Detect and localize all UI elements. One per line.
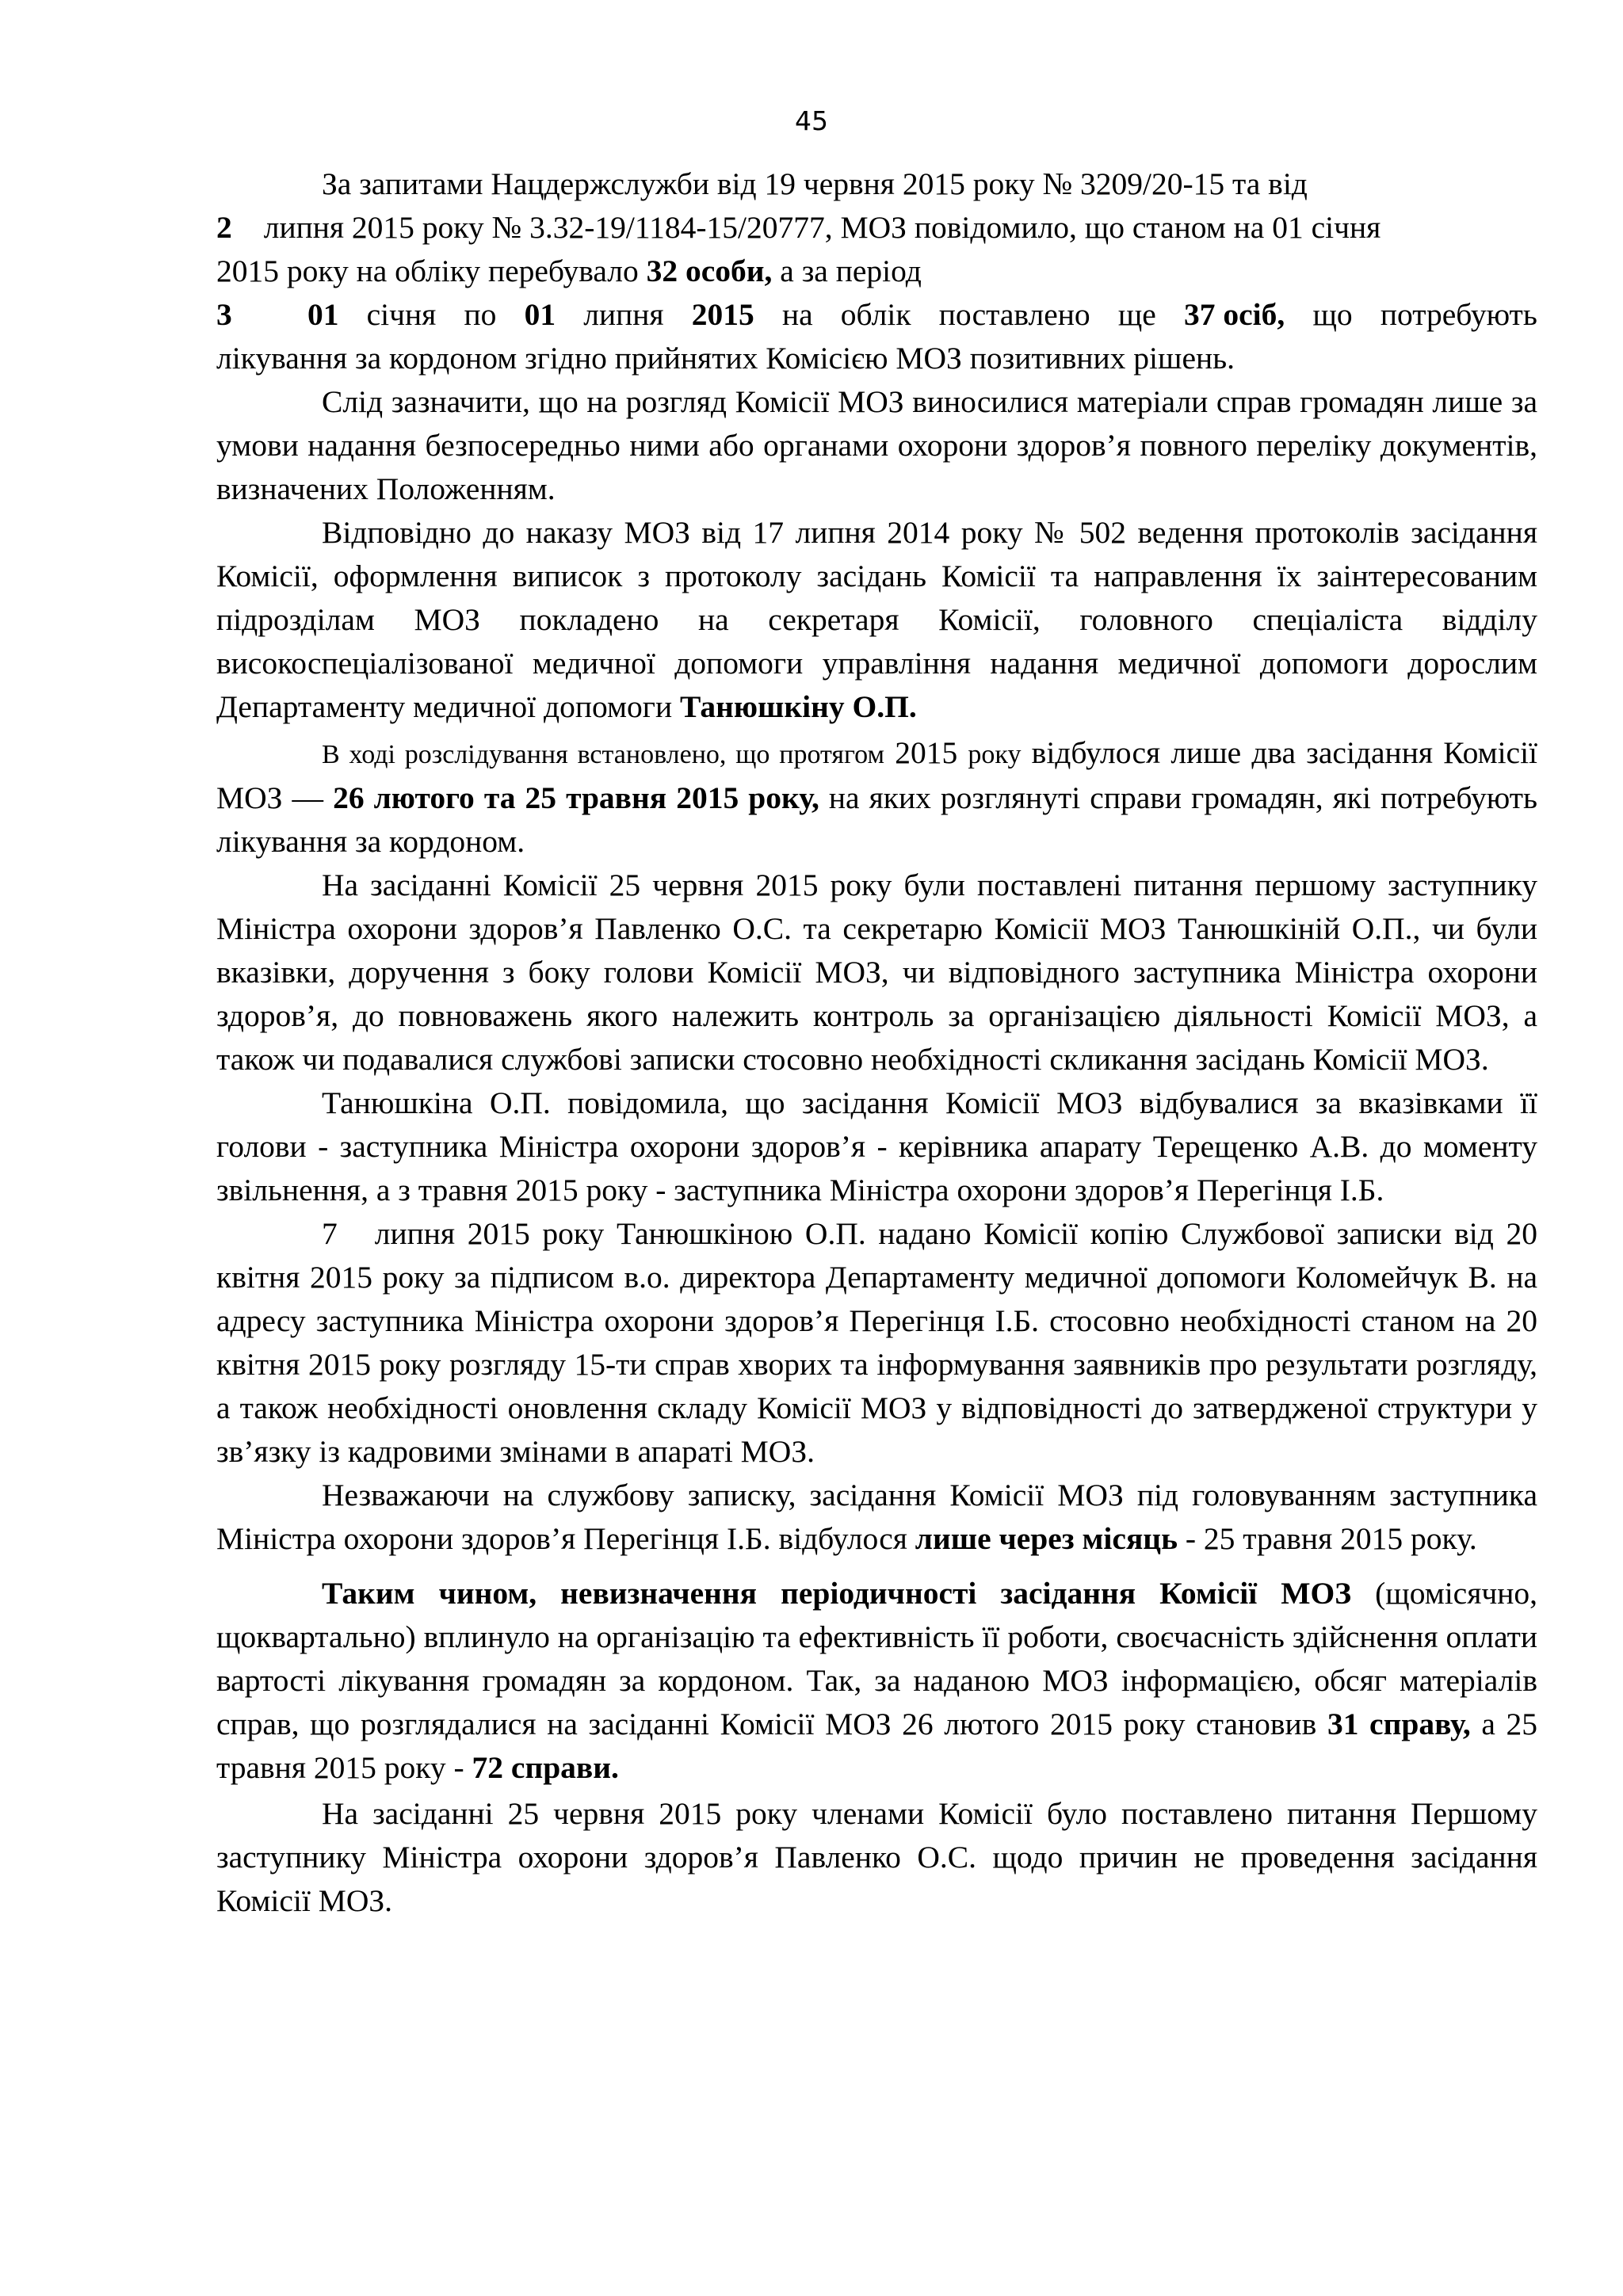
p1-line-4-w8: поставлено xyxy=(938,297,1090,332)
p1-line-5: лікування за кордоном згідно прийнятих Комісією МОЗ позитивних рішень. xyxy=(216,341,1235,376)
p3-text: Відповідно до наказу МОЗ від 17 липня 2014 року № 502 ведення протоколів засідання Комісії, оформлення виписок з протоколу засідань Комісії та направлення їх заінтересованим підрозділам МОЗ покладено на секретаря Комісії, головного спеціаліста відділу високоспеціалізованої медичної допомоги управління надання медичної допомоги дорослим Департаменту медичної допомоги xyxy=(216,515,1537,724)
p1-line-3-c: а за період xyxy=(780,254,922,288)
p4-text-end: на яких розглянуті справи громадян, які потребують лікування за кордоном. xyxy=(216,780,1538,859)
p8-bold: лише через місяць xyxy=(915,1521,1178,1556)
p1-line-4-w4: липня xyxy=(583,297,664,332)
p1-line-4-w0: 01 xyxy=(307,297,339,332)
p4-bold-dates: 26 лютого та 25 травня 2015 року, xyxy=(333,780,819,815)
p9-bold-count-1: 31 справу, xyxy=(1327,1707,1471,1741)
p1-line-2-text: липня 2015 року № 3.32-19/1184-15/20777, МОЗ повідомило, що станом на 01 січня xyxy=(263,210,1381,245)
paragraph-5: На засіданні Комісії 25 червня 2015 року були поставлені питання першому заступнику Міністра охорони здоров’я Павленко О.С. та секретарю Комісії МОЗ Танюшкіній О.П., чи були вказівки, доручення з боку голови Комісії МОЗ, чи відповідного заступника Міністра охорони здоров’я, до повноважень якого належить контроль за організацією діяльності Комісії МОЗ, а також чи подавалися службові записки стосовно необхідності скликання засідань Комісії МОЗ. xyxy=(216,868,1537,1077)
p1-line-4-w2: по xyxy=(464,297,497,332)
paragraph-7: 7 липня 2015 року Танюшкіною О.П. надано Комісії копію Службової записки від 20 квітня 2015 року за підписом в.о. директора Департаменту медичної допомоги Коломейчук В. на адресу заступника Міністра охорони здоров’я Перегінця І.Б. стосовно необхідності станом на 20 квітня 2015 року розгляду 15-ти справ хворих та інформування заявників про результати розгляду, а також необхідності оновлення складу Комісії МОЗ у відповідності до затвердженої структури у зв’язку із кадровими змінами в апараті МОЗ. xyxy=(216,1216,1545,1469)
p1-line-4-w10: 37 осіб, xyxy=(1184,297,1285,332)
paragraph-3 xyxy=(216,511,1537,729)
p9-text: (щомісячно, щоквартально) вплинуло на організацію та ефективність її роботи, своєчасність здійснення оплати вартості лікування громадян за кордоном. Так, за наданою МОЗ інформацією, обсяг матеріалів справ, що розглядалися на засіданні Комісії МОЗ 26 лютого 2015 року становив xyxy=(216,1576,1537,1741)
paragraph-2: Слід зазначити, що на розгляд Комісії МОЗ виносилися матеріали справ громадян лише за умови надання безпосередньо ними або органами охорони здоров’я повного переліку документів, визначених Положенням. xyxy=(216,384,1537,506)
p4-small-text-2: року xyxy=(968,740,1022,769)
p4-text: відбулося лише два засідання Комісії МОЗ — xyxy=(216,735,1538,815)
p9-text-2: а 25 травня 2015 року - xyxy=(216,1707,1537,1785)
document-body xyxy=(216,162,1545,1923)
p1-line-3 xyxy=(216,250,1537,293)
paragraph-8 xyxy=(216,1474,1537,1561)
p1-line-4-num: 3 xyxy=(216,297,232,332)
p1-line-4-w6: на xyxy=(781,297,813,332)
p1-line-4-w7: облік xyxy=(840,297,911,332)
p3-bold-name: Танюшкіну О.П. xyxy=(679,689,917,724)
p1-line-4-w3: 01 xyxy=(524,297,556,332)
p1-line-3-bold: 32 особи, xyxy=(646,254,773,288)
p1-line-2-num: 2 xyxy=(216,210,232,245)
p1-line-4-w5: 2015 xyxy=(691,297,754,332)
p1-line-1: За запитами Нацдержслужби від 19 червня 2015 року № 3209/20-15 та від xyxy=(322,166,1308,201)
p1-line-2 xyxy=(216,206,1537,250)
p1-line-4 xyxy=(216,293,1537,337)
p8-text: Незважаючи на службову записку, засідання Комісії МОЗ під головуванням заступника Міністра охорони здоров’я Перегінця І.Б. відбулося xyxy=(216,1478,1537,1556)
paragraph-1 xyxy=(216,162,1537,380)
p8-text-end: - 25 травня 2015 року. xyxy=(1185,1521,1477,1556)
p1-line-4-w1: січня xyxy=(366,297,437,332)
paragraph-10: На засіданні 25 червня 2015 року членами Комісії було поставлено питання Першому заступнику Міністра охорони здоров’я Павленко О.С. щодо причин не проведення засідання Комісії МОЗ. xyxy=(216,1796,1537,1918)
paragraph-9 xyxy=(216,1572,1537,1790)
p9-bold-lead: Таким чином, невизначення періодичності засідання Комісії МОЗ xyxy=(322,1576,1352,1611)
paragraph-4 xyxy=(216,731,1537,864)
p4-year: 2015 xyxy=(895,735,958,770)
page-number: 45 xyxy=(795,105,828,136)
p1-line-4-w9: ще xyxy=(1117,297,1156,332)
p1-line-3-a: 2015 року на обліку перебувало xyxy=(216,254,639,288)
p1-line-4-w11: що xyxy=(1312,297,1353,332)
p9-bold-count-2: 72 справи. xyxy=(472,1750,619,1785)
p1-line-4-w12: потребують xyxy=(1380,297,1537,332)
p4-small-text: В ході розслідування встановлено, що протягом xyxy=(322,740,885,769)
paragraph-6: Танюшкіна О.П. повідомила, що засідання Комісії МОЗ відбувалися за вказівками її голови - заступника Міністра охорони здоров’я - керівника апарату Терещенко А.В. до моменту звільнення, а з травня 2015 року - заступника Міністра охорони здоров’я Перегінця І.Б. xyxy=(216,1085,1537,1207)
